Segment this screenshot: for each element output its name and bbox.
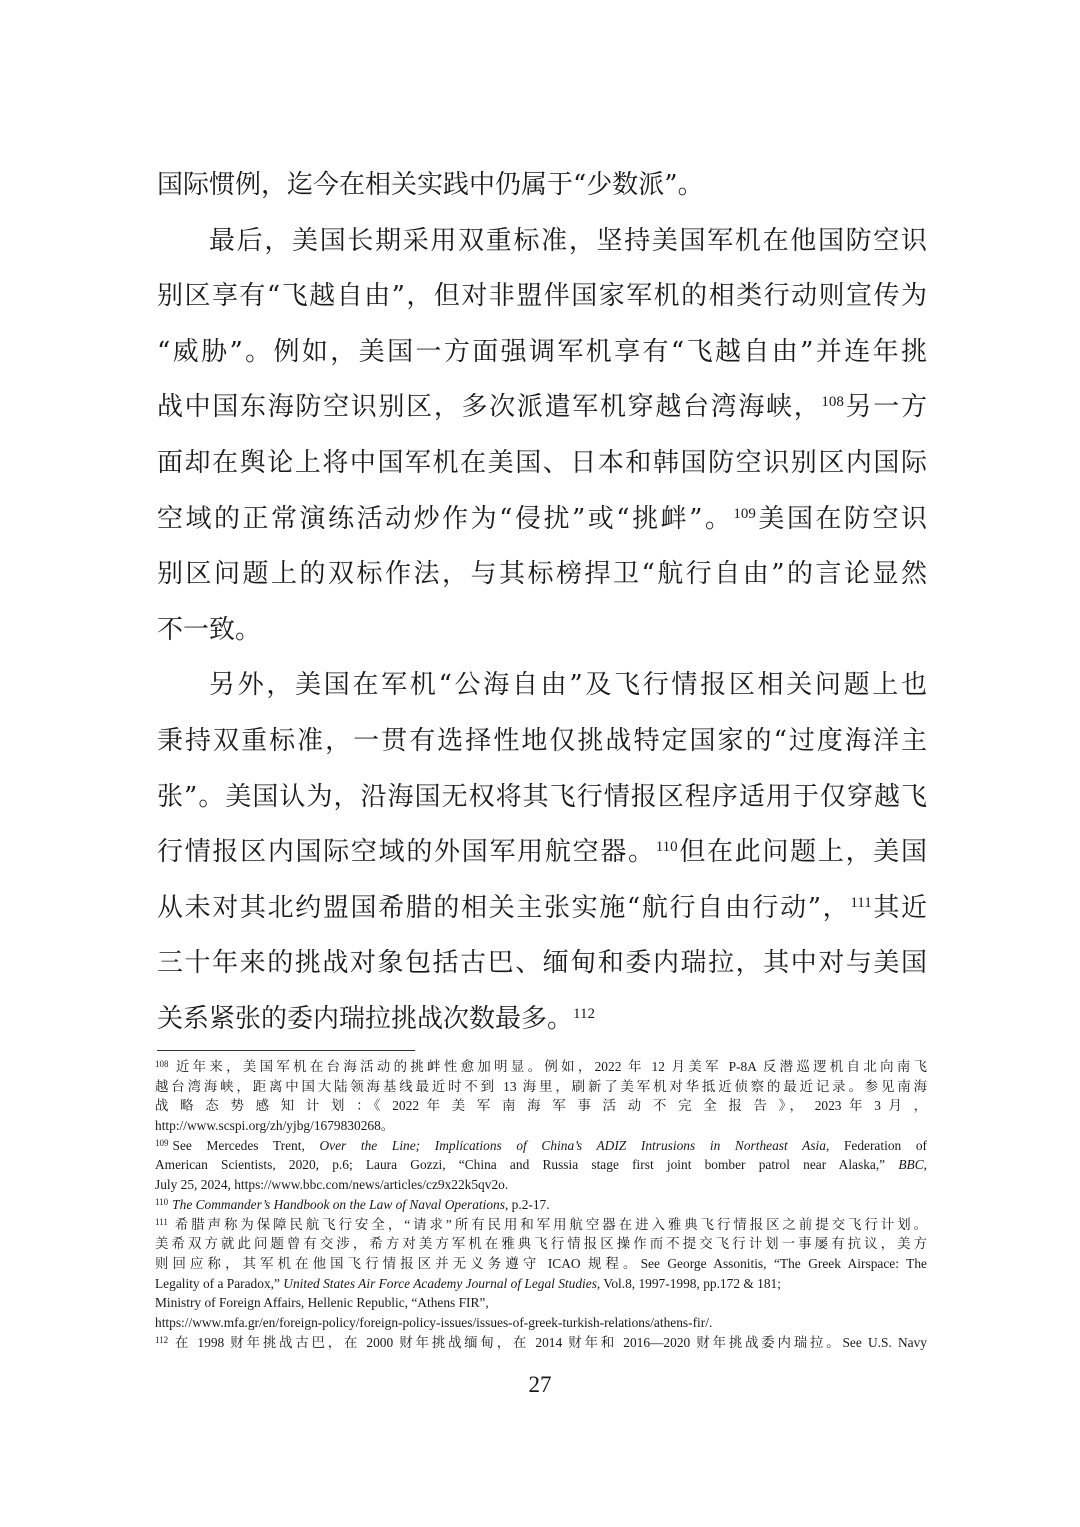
body-text xyxy=(157,158,927,1048)
footnotes xyxy=(155,1057,927,1352)
body-line xyxy=(157,380,927,436)
body-line: “威胁”。例如，美国一方面强调军机享有“飞越自由”并连年挑 xyxy=(157,336,927,367)
footnote-text: 在 1998 财年挑战古巴，在 2000 财年挑战缅甸，在 2014 财年和 2016—2020 财年挑战委内瑞拉。See U.S. Navy xyxy=(172,1334,927,1350)
footnote-link[interactable]: https://www.mfa.gr/en/foreign-policy/foreign-policy-issues/issues-of-greek-turkish-relations/athens-fir/. xyxy=(155,1314,713,1330)
footnote-line: 则回应称，其军机在他国飞行情报区并无义务遵守 ICAO 规程。See George Assonitis, “The Greek Airspace: The xyxy=(155,1255,927,1271)
footnote-text: , xyxy=(923,1157,927,1173)
footnote-line: 越台湾海峡，距离中国大陆领海基线最近时不到 13 海里，刷新了美军机对华抵近侦察的最近记录。参见南海 xyxy=(155,1078,927,1094)
footnote-line: 战 略 态 势 感 知 计 划 ：《 2022 年 美 军 南 海 军 事 活 动 不 完 全 报 告 》， 2023 年 3 月 ， xyxy=(155,1098,927,1114)
footnote-text: , Vol.8, 1997-1998, pp.172 & 181; xyxy=(596,1275,781,1291)
footnote-112 xyxy=(155,1333,927,1353)
body-line: 三十年来的挑战对象包括古巴、缅甸和委内瑞拉，其中对与美国 xyxy=(157,948,927,979)
footnote-text: 近年来，美国军机在台海活动的挑衅性愈加明显。例如，2022 年 12 月美军 P-8A 反潜巡逻机自北向南飞 xyxy=(172,1059,927,1074)
footnote-number: 111 xyxy=(155,1216,168,1227)
body-line: 别区享有“飞越自由”，但对非盟伴国家军机的相类行动则宣传为 xyxy=(157,281,927,312)
footnote-link[interactable]: http://www.scspi.org/zh/yjbg/1679830268。 xyxy=(155,1118,395,1134)
footnote-ref-112[interactable]: 112 xyxy=(573,1005,595,1022)
footnote-number: 110 xyxy=(155,1196,169,1207)
footnote-111 xyxy=(155,1215,927,1235)
footnote-text: , p.2-17. xyxy=(504,1196,550,1212)
body-line-text: 空域的正常演练活动炒作为“侵扰”或“挑衅”。 xyxy=(157,503,734,534)
body-line: 秉持双重标准，一贯有选择性地仅挑战特定国家的“过度海洋主 xyxy=(157,725,927,756)
body-line-text: 其近 xyxy=(871,892,927,923)
footnote-title: BBC xyxy=(898,1157,924,1173)
footnote-number: 112 xyxy=(155,1334,169,1345)
body-line xyxy=(157,992,927,1048)
body-line: 另外，美国在军机“公海自由”及飞行情报区相关问题上也 xyxy=(209,670,927,701)
page-number: 27 xyxy=(528,1372,552,1397)
footnote-text: , Federation of xyxy=(825,1137,927,1153)
footnote-link[interactable]: July 25, 2024, https://www.bbc.com/news/articles/cz9x22k5qv2o. xyxy=(155,1177,509,1193)
body-line xyxy=(157,825,927,881)
footnote-line xyxy=(155,1155,927,1175)
body-line: 别区问题上的双标作法，与其标榜捍卫“航行自由”的言论显然 xyxy=(157,559,927,590)
footnote-110 xyxy=(155,1195,927,1215)
footnote-text: Legality of a Paradox,” xyxy=(155,1275,284,1291)
footnote-line: 美希双方就此问题曾有交涉，希方对美方军机在雅典飞行情报区操作而不提交飞行计划一事屡有抗议，美方 xyxy=(155,1236,927,1252)
body-line-text: 但在此问题上，美国 xyxy=(677,837,927,868)
footnote-separator xyxy=(157,1050,415,1051)
footnote-line xyxy=(155,1274,927,1294)
footnote-ref-111[interactable]: 111 xyxy=(850,894,872,911)
footnote-text: American Scientists, 2020, p.6; Laura Gozzi, “China and Russia stage first joint bomber patrol near Alaska,” xyxy=(155,1157,899,1173)
body-line-text: 从未对其北约盟国希腊的相关主张实施“航行自由行动”， xyxy=(157,892,851,923)
body-line: 不一致。 xyxy=(157,614,262,645)
body-line-text: 战中国东海防空识别区，多次派遣军机穿越台湾海峡， xyxy=(157,392,822,423)
footnote-title: Over the Line; Implications of China’s ADIZ Intrusions in Northeast Asia xyxy=(319,1137,826,1153)
footnote-number: 108 xyxy=(155,1059,169,1069)
footnote-title: The Commander’s Handbook on the Law of Naval Operations xyxy=(172,1196,505,1212)
body-line: 国际惯例，迄今在相关实践中仍属于“少数派”。 xyxy=(157,170,704,200)
footnote-title: United States Air Force Academy Journal of Legal Studies xyxy=(283,1275,597,1291)
footnote-text: 希腊声称为保障民航飞行安全，“请求”所有民用和军用航空器在进入雅典飞行情报区之前提交飞行计划。 xyxy=(171,1216,927,1232)
footnote-ref-110[interactable]: 110 xyxy=(655,839,678,856)
footnote-line: Ministry of Foreign Affairs, Hellenic Republic, “Athens FIR”, xyxy=(155,1295,489,1311)
body-line xyxy=(157,492,927,548)
body-line xyxy=(157,881,927,937)
footnote-ref-108[interactable]: 108 xyxy=(821,394,844,411)
body-line: 最后，美国长期采用双重标准，坚持美国军机在他国防空识 xyxy=(209,225,927,256)
footnote-text: See Mercedes Trent, xyxy=(172,1137,320,1153)
body-line-text: 关系紧张的委内瑞拉挑战次数最多。 xyxy=(157,1003,574,1034)
footnote-109 xyxy=(155,1136,927,1156)
footnote-number: 109 xyxy=(155,1137,169,1148)
body-line-text: 美国在防空识 xyxy=(755,503,927,534)
footnote-ref-109[interactable]: 109 xyxy=(733,505,756,522)
body-line: 张”。美国认为，沿海国无权将其飞行情报区程序适用于仅穿越飞 xyxy=(157,781,927,812)
footnote-108 xyxy=(155,1057,927,1077)
body-line-text: 行情报区内国际空域的外国军用航空器。 xyxy=(157,837,656,868)
body-line: 面却在舆论上将中国军机在美国、日本和韩国防空识别区内国际 xyxy=(157,447,927,478)
body-line-text: 另一方 xyxy=(843,392,927,423)
